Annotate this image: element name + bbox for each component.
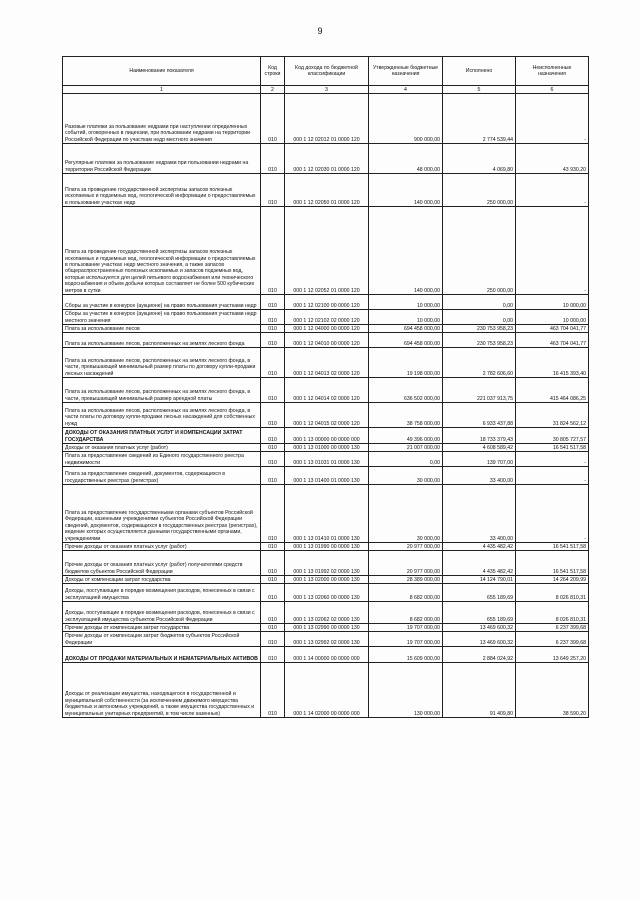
row-line-code: 010	[261, 663, 285, 718]
row-name: Сборы за участие в конкурсе (аукционе) на право пользования участками недр	[63, 295, 261, 310]
table-row	[63, 348, 589, 378]
row-executed: 655 189,69	[443, 584, 516, 602]
row-executed: 2 884 024,92	[443, 647, 516, 663]
header-line-code: Код строки	[261, 57, 285, 86]
row-executed: 13 469 600,32	[443, 624, 516, 632]
row-unexecuted: 8 026 810,31	[516, 602, 589, 624]
row-unexecuted: 6 237 399,68	[516, 624, 589, 632]
table-row	[63, 378, 589, 403]
row-approved: 38 758 000,00	[369, 403, 443, 428]
row-unexecuted: -	[516, 174, 589, 207]
row-name: Доходы, поступающие в порядке возмещения расходов, понесенных в связи с эксплуатацией имущества	[63, 584, 261, 602]
row-line-code: 010	[261, 207, 285, 295]
row-executed: 33 400,00	[443, 467, 516, 485]
row-unexecuted: 13 649 257,20	[516, 647, 589, 663]
row-name: Доходы от реализации имущества, находящегося в государственной и муниципальной собственности (за исключением движимого имущества бюджетных и автономных учреждений, а также имущества государственных и муниципальных унитарных предприятий, в том числе казенных)	[63, 663, 261, 718]
row-line-code: 010	[261, 403, 285, 428]
row-line-code: 010	[261, 174, 285, 207]
row-approved: 21 007 000,00	[369, 444, 443, 452]
row-executed: 4 435 482,42	[443, 543, 516, 551]
row-budget-code: 000 1 12 04013 02 0000 120	[285, 348, 369, 378]
table-row	[63, 452, 589, 467]
row-budget-code: 000 1 13 01000 00 0000 130	[285, 444, 369, 452]
row-unexecuted: 30 805 727,57	[516, 428, 589, 444]
row-approved: 48 000,00	[369, 144, 443, 174]
row-executed: 6 933 437,88	[443, 403, 516, 428]
row-budget-code: 000 1 12 02052 01 0000 120	[285, 207, 369, 295]
row-line-code: 010	[261, 576, 285, 584]
row-executed: 2 774 539,44	[443, 94, 516, 144]
row-unexecuted: 14 264 209,99	[516, 576, 589, 584]
row-executed: 230 753 958,23	[443, 333, 516, 348]
header-unexecuted: Неисполненные назначения	[516, 57, 589, 86]
column-number: 6	[516, 86, 589, 94]
row-name: Плата за использование лесов, расположенных на землях лесного фонда, в части, превышающей минимальный размер платы по договору купли-продажи лесных насаждений	[63, 348, 261, 378]
row-name: Плата за использование лесов, расположенных на землях лесного фонда	[63, 333, 261, 348]
table-row	[63, 333, 589, 348]
row-budget-code: 000 1 13 02062 02 0000 130	[285, 602, 369, 624]
row-line-code: 010	[261, 632, 285, 647]
row-unexecuted: 8 026 810,31	[516, 584, 589, 602]
row-approved: 8 682 000,00	[369, 584, 443, 602]
row-line-code: 010	[261, 348, 285, 378]
row-budget-code: 000 1 12 02100 00 0000 120	[285, 295, 369, 310]
column-number: 5	[443, 86, 516, 94]
row-budget-code: 000 1 13 02990 00 0000 130	[285, 624, 369, 632]
row-name: Плата за предоставление государственными органами субъектов Российской Федерации, казенными учреждениями субъектов Российской Федерации сведений, документов, содержащихся в государственных реестрах (регистрах), ведение которых осуществляется данными государственными органами, учреждениями	[63, 485, 261, 543]
row-approved: 20 977 000,00	[369, 543, 443, 551]
row-executed: 13 469 600,32	[443, 632, 516, 647]
row-executed: 655 189,69	[443, 602, 516, 624]
row-line-code: 010	[261, 485, 285, 543]
row-line-code: 010	[261, 467, 285, 485]
row-budget-code: 000 1 12 02030 01 0000 120	[285, 144, 369, 174]
row-line-code: 010	[261, 602, 285, 624]
row-unexecuted: 10 000,00	[516, 295, 589, 310]
column-number: 4	[369, 86, 443, 94]
row-unexecuted: 38 590,20	[516, 663, 589, 718]
row-approved: 900 000,00	[369, 94, 443, 144]
row-line-code: 010	[261, 551, 285, 576]
table-row	[63, 207, 589, 295]
column-number: 2	[261, 86, 285, 94]
row-approved: 8 682 000,00	[369, 602, 443, 624]
row-unexecuted: -	[516, 94, 589, 144]
row-approved: 30 000,00	[369, 485, 443, 543]
table-row	[63, 584, 589, 602]
row-approved: 28 389 000,00	[369, 576, 443, 584]
table-row	[63, 647, 589, 663]
table-row	[63, 174, 589, 207]
table-row	[63, 403, 589, 428]
row-executed: 91 409,80	[443, 663, 516, 718]
row-budget-code: 000 1 13 02060 00 0000 130	[285, 584, 369, 602]
row-budget-code: 000 1 12 02050 01 0000 120	[285, 174, 369, 207]
row-budget-code: 000 1 13 01992 02 0000 130	[285, 551, 369, 576]
row-executed: 250 000,00	[443, 207, 516, 295]
table-row	[63, 576, 589, 584]
row-line-code: 010	[261, 444, 285, 452]
row-budget-code: 000 1 12 04010 00 0000 120	[285, 333, 369, 348]
row-line-code: 010	[261, 325, 285, 333]
row-line-code: 010	[261, 94, 285, 144]
table-row	[63, 444, 589, 452]
row-unexecuted: 463 704 041,77	[516, 325, 589, 333]
row-executed: 4 435 482,42	[443, 551, 516, 576]
row-budget-code: 000 1 13 01400 01 0000 130	[285, 467, 369, 485]
header-budget-code: Код дохода по бюджетной классификации	[285, 57, 369, 86]
row-line-code: 010	[261, 378, 285, 403]
row-name: Плата за проведение государственной экспертизы запасов полезных ископаемых и подземных вод, геологической информации о предоставляемых в пользование участках недр	[63, 174, 261, 207]
row-budget-code: 000 1 14 02000 00 0000 000	[285, 663, 369, 718]
row-executed: 4 608 589,42	[443, 444, 516, 452]
page-number: 9	[317, 26, 323, 36]
table-row	[63, 310, 589, 325]
row-name: Доходы от оказания платных услуг (работ)	[63, 444, 261, 452]
row-executed: 0,00	[443, 310, 516, 325]
row-approved: 20 977 000,00	[369, 551, 443, 576]
row-executed: 221 037 913,75	[443, 378, 516, 403]
row-executed: 18 733 379,43	[443, 428, 516, 444]
row-name: Разовые платежи за пользование недрами при наступлении определенных событий, оговоренных в лицензии, при пользовании недрами на территории Российской Федерации по участкам недр местного значения	[63, 94, 261, 144]
row-line-code: 010	[261, 295, 285, 310]
row-unexecuted: 463 704 041,77	[516, 333, 589, 348]
row-name: Прочие доходы от компенсации затрат бюджетов субъектов Российской Федерации	[63, 632, 261, 647]
table-row	[63, 543, 589, 551]
table-row	[63, 295, 589, 310]
row-approved: 140 000,00	[369, 174, 443, 207]
table-row	[63, 624, 589, 632]
row-name: Плата за использование лесов, расположенных на землях лесного фонда, в части платы по договору купли-продажи лесных насаждений для собственных нужд	[63, 403, 261, 428]
row-budget-code: 000 1 13 00000 00 0000 000	[285, 428, 369, 444]
row-approved: 694 458 000,00	[369, 325, 443, 333]
column-number: 3	[285, 86, 369, 94]
header-row	[63, 57, 589, 86]
table-row	[63, 663, 589, 718]
row-unexecuted: 6 237 399,68	[516, 632, 589, 647]
row-executed: 14 124 790,01	[443, 576, 516, 584]
row-line-code: 010	[261, 647, 285, 663]
table-row	[63, 144, 589, 174]
revenue-table	[62, 56, 589, 718]
row-unexecuted: -	[516, 467, 589, 485]
row-budget-code: 000 1 12 02012 01 0000 120	[285, 94, 369, 144]
row-unexecuted: 31 824 562,12	[516, 403, 589, 428]
row-name: Регулярные платежи за пользование недрами при пользовании недрами на территории Российской Федерации	[63, 144, 261, 174]
row-approved: 130 000,00	[369, 663, 443, 718]
row-approved: 140 000,00	[369, 207, 443, 295]
row-budget-code: 000 1 14 00000 00 0000 000	[285, 647, 369, 663]
header-name: Наименование показателя	[63, 57, 261, 86]
row-budget-code: 000 1 12 04015 02 0000 120	[285, 403, 369, 428]
row-name: Плата за использование лесов, расположенных на землях лесного фонда, в части, превышающей минимальный размер арендной платы	[63, 378, 261, 403]
row-unexecuted: 43 930,20	[516, 144, 589, 174]
row-budget-code: 000 1 13 02992 02 0000 130	[285, 632, 369, 647]
table-row	[63, 428, 589, 444]
row-name: Прочие доходы от оказания платных услуг (работ) получателями средств бюджетов субъектов Российской Федерации	[63, 551, 261, 576]
row-name: Плата за предоставление сведений, документов, содержащихся в государственных реестрах (регистрах)	[63, 467, 261, 485]
row-budget-code: 000 1 12 02102 02 0000 120	[285, 310, 369, 325]
row-name: Плата за предоставление сведений из Единого государственного реестра недвижимости	[63, 452, 261, 467]
row-name: Плата за использование лесов	[63, 325, 261, 333]
row-unexecuted: -	[516, 207, 589, 295]
row-budget-code: 000 1 13 02000 00 0000 130	[285, 576, 369, 584]
row-approved: 694 458 000,00	[369, 333, 443, 348]
row-unexecuted: -	[516, 485, 589, 543]
row-budget-code: 000 1 12 04014 02 0000 120	[285, 378, 369, 403]
row-unexecuted: 16 541 517,58	[516, 543, 589, 551]
row-executed: 33 400,00	[443, 485, 516, 543]
row-approved: 19 198 000,00	[369, 348, 443, 378]
row-approved: 30 000,00	[369, 467, 443, 485]
table-row	[63, 602, 589, 624]
row-approved: 19 707 000,00	[369, 632, 443, 647]
row-name: Доходы от компенсации затрат государства	[63, 576, 261, 584]
row-name: Плата за проведение государственной экспертизы запасов полезных ископаемых и подземных вод, геологической информации о предоставляемых в пользование участках недр местного значения, а также запасов общераспространенных полезных ископаемых и запасов подземных вод, которые используются для целей питьевого водоснабжения или технического водоснабжения и объем добычи которых составляет не более 500 кубических метров в сутки	[63, 207, 261, 295]
row-name: Сборы за участие в конкурсе (аукционе) на право пользования участками недр местного значения	[63, 310, 261, 325]
row-approved: 10 000,00	[369, 310, 443, 325]
row-name: Прочие доходы от компенсации затрат государства	[63, 624, 261, 632]
header-executed: Исполнено	[443, 57, 516, 86]
table-body	[63, 94, 589, 718]
row-line-code: 010	[261, 584, 285, 602]
row-budget-code: 000 1 13 01990 00 0000 130	[285, 543, 369, 551]
row-line-code: 010	[261, 428, 285, 444]
row-line-code: 010	[261, 452, 285, 467]
row-unexecuted: 415 464 086,25	[516, 378, 589, 403]
row-unexecuted: 16 541 517,58	[516, 444, 589, 452]
row-executed: 230 753 958,23	[443, 325, 516, 333]
row-name: ДОХОДЫ ОТ ПРОДАЖИ МАТЕРИАЛЬНЫХ И НЕМАТЕРИАЛЬНЫХ АКТИВОВ	[63, 647, 261, 663]
row-unexecuted: 16 541 517,58	[516, 551, 589, 576]
row-line-code: 010	[261, 543, 285, 551]
column-number: 1	[63, 86, 261, 94]
row-name: ДОХОДЫ ОТ ОКАЗАНИЯ ПЛАТНЫХ УСЛУГ И КОМПЕНСАЦИИ ЗАТРАТ ГОСУДАРСТВА	[63, 428, 261, 444]
row-approved: 19 707 000,00	[369, 624, 443, 632]
row-budget-code: 000 1 12 04000 00 0000 120	[285, 325, 369, 333]
row-executed: 4 069,80	[443, 144, 516, 174]
row-unexecuted: -	[516, 452, 589, 467]
header-approved: Утвержденные бюджетные назначения	[369, 57, 443, 86]
row-name: Прочие доходы от оказания платных услуг (работ)	[63, 543, 261, 551]
row-executed: 139 707,00	[443, 452, 516, 467]
row-approved: 49 396 000,00	[369, 428, 443, 444]
row-budget-code: 000 1 13 01410 01 0000 130	[285, 485, 369, 543]
row-executed: 2 782 606,60	[443, 348, 516, 378]
row-line-code: 010	[261, 144, 285, 174]
row-name: Доходы, поступающие в порядке возмещения расходов, понесенных в связи с эксплуатацией имущества субъектов Российской Федерации	[63, 602, 261, 624]
table-row	[63, 632, 589, 647]
row-line-code: 010	[261, 624, 285, 632]
table-row	[63, 94, 589, 144]
row-approved: 0,00	[369, 452, 443, 467]
row-executed: 0,00	[443, 295, 516, 310]
row-approved: 15 609 000,00	[369, 647, 443, 663]
row-line-code: 010	[261, 310, 285, 325]
column-number-row	[63, 86, 589, 94]
row-budget-code: 000 1 13 01031 01 0000 130	[285, 452, 369, 467]
table-row	[63, 551, 589, 576]
row-line-code: 010	[261, 333, 285, 348]
row-unexecuted: 10 000,00	[516, 310, 589, 325]
row-executed: 250 000,00	[443, 174, 516, 207]
row-approved: 10 000,00	[369, 295, 443, 310]
row-approved: 636 502 000,00	[369, 378, 443, 403]
table-row	[63, 325, 589, 333]
row-unexecuted: 16 415 393,40	[516, 348, 589, 378]
table-row	[63, 467, 589, 485]
table-row	[63, 485, 589, 543]
